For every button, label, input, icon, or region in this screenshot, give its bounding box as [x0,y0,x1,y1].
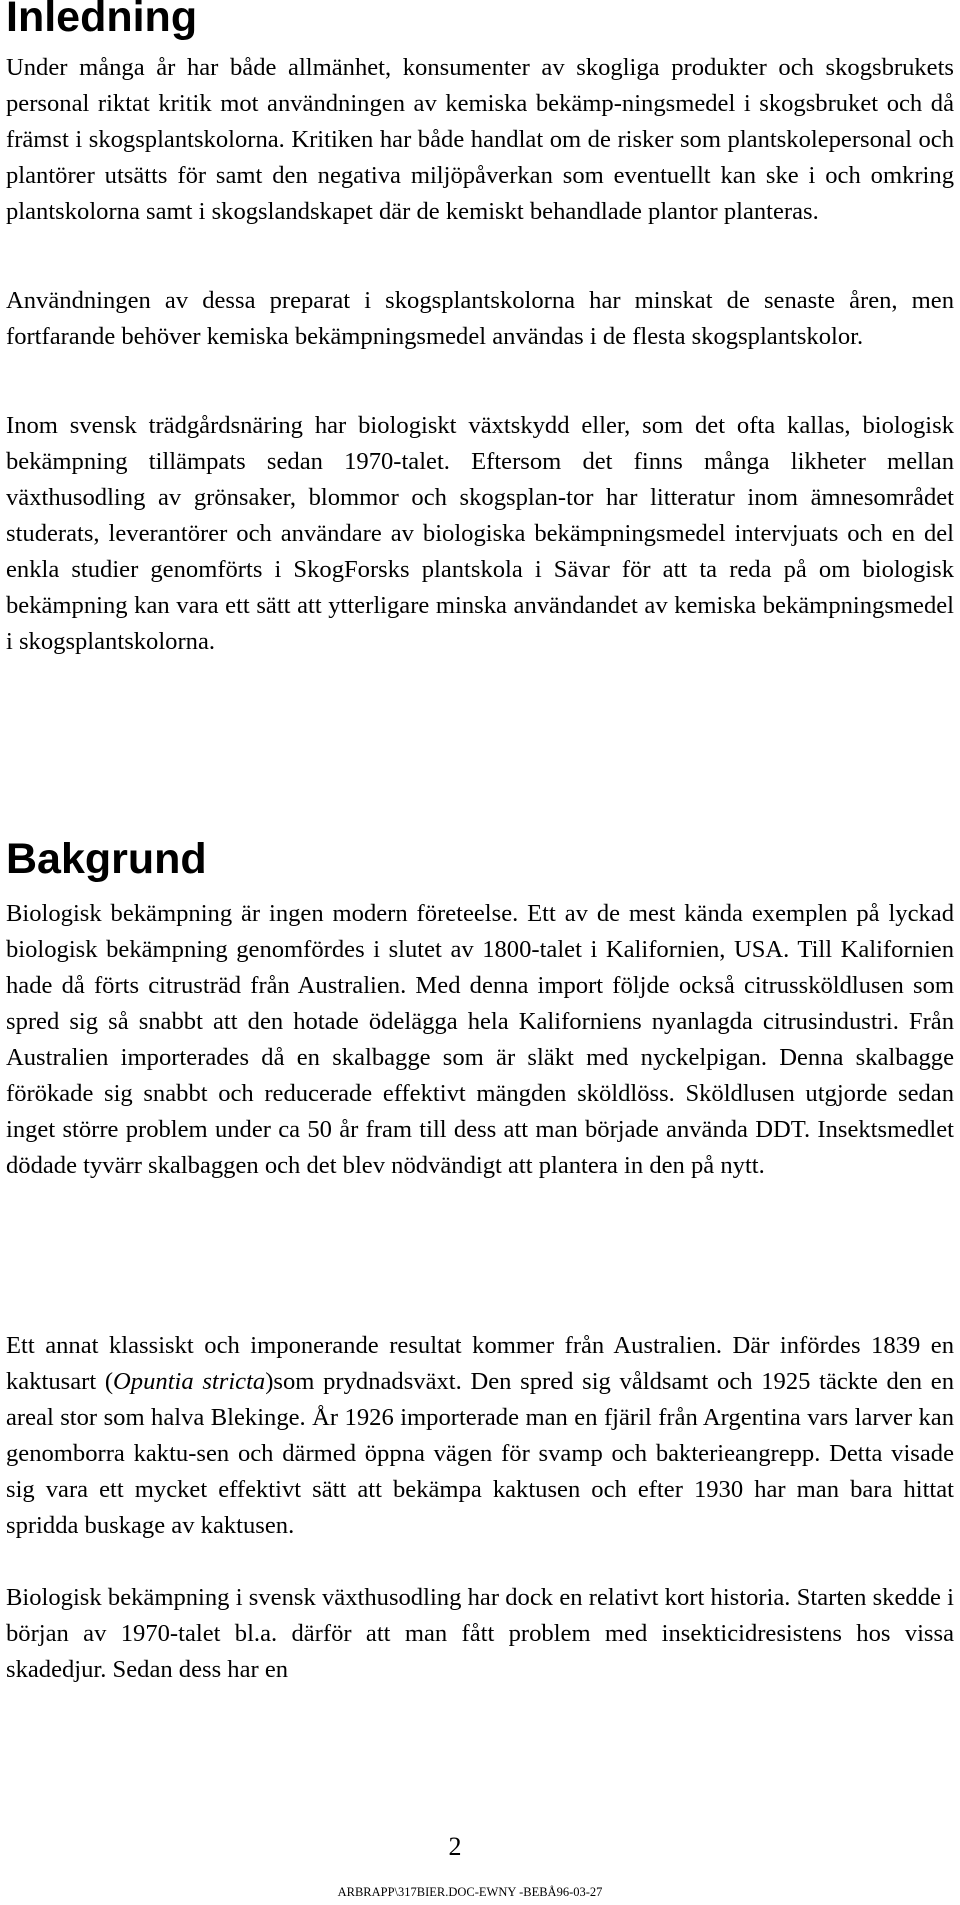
paragraph-bakgrund-2-start: Ett annat klassiskt och imponerande resultat kommer från Australien. Där infördes 1839 en kaktusart ( [6,1332,954,1395]
paragraph-bakgrund-2-end: )som prydnadsväxt. Den spred sig våldsamt och 1925 täckte den en areal stor som halva Blekinge. År 1926 importerade man en fjäril från Argentina vars larver kan genomborra kaktu-sen och därmed öppna vägen för svamp och bakterieangrepp. Detta visade sig vara ett mycket effektivt sätt att bekämpa kaktusen och efter 1930 har man bara hittat spridda buskage av kaktusen. [6,1368,954,1539]
paragraph-inledning-2: Användningen av dessa preparat i skogsplantskolorna har minskat de senaste åren, men fortfarande behöver kemiska bekämpningsmedel användas i de flesta skogsplantskolor. [6,287,954,350]
paragraph-inledning-1: Under många år har både allmänhet, konsumenter av skogliga produkter och skogsbrukets personal riktat kritik mot användningen av kemiska bekämp-ningsmedel i skogsbruket och då främst i skogsplantskolorna. Kritiken har både handlat om de risker som plantskolepersonal och plantörer utsätts för samt den negativa miljöpåverkan som eventuellt kan ske i och omkring plantskolorna samt i skogslandskapet där de kemiskt behandlade plantor planteras. [6,54,954,225]
paragraph-bakgrund-2 [6,1328,954,1544]
paragraph-inledning-3: Inom svensk trädgårdsnäring har biologiskt växtskydd eller, som det ofta kallas, biologisk bekämpning tillämpats sedan 1970-talet. Eftersom det finns många likheter mellan växthusodling av grönsaker, blommor och skogsplan-tor har litteratur inom ämnesområdet studerats, leverantörer och användare av biologiska bekämpningsmedel intervjuats och en del enkla studier genomförts i SkogForsks plantskola i Sävar för att ta reda på om biologisk bekämpning kan vara ett sätt att ytterligare minska användandet av kemiska bekämpningsmedel i skogsplantskolorna. [6,412,954,655]
paragraph-bakgrund-3: Biologisk bekämpning i svensk växthusodling har dock en relativt kort historia. Starten skedde i början av 1970-talet bl.a. därför att man fått problem med insekticidresistens hos vissa skadedjur. Sedan dess har en [6,1584,954,1683]
page-number: 2 [448,1832,462,1861]
section-heading-bakgrund: Bakgrund [6,835,207,883]
paragraph-bakgrund-1: Biologisk bekämpning är ingen modern företeelse. Ett av de mest kända exemplen på lyckad biologisk bekämpning genomfördes i slutet av 1800-talet i Kalifornien, USA. Till Kalifornien hade då förts citrusträd från Australien. Med denna import följde också citrussköldlusen som spred sig så snabbt att den hotade ödelägga hela Kaliforniens nyanlagda citrusindustri. Från Australien importerades då en skalbagge som är släkt med nyckelpigan. Denna skalbagge förökade sig snabbt och reducerade effektivt mängden sköldlöss. Sköldlusen utgjorde sedan inget större problem under ca 50 år fram till dess att man började använda DDT. Insektsmedlet dödade tyvärr skalbaggen och det blev nödvändigt att plantera in den på nytt. [6,900,954,1179]
section-heading-inledning: Inledning [6,0,198,41]
species-name: Opuntia stricta [113,1368,266,1395]
footer-reference: ARBRAPP\317BIER.DOC-EWNY -BEBÅ96-03-27 [337,1885,603,1899]
